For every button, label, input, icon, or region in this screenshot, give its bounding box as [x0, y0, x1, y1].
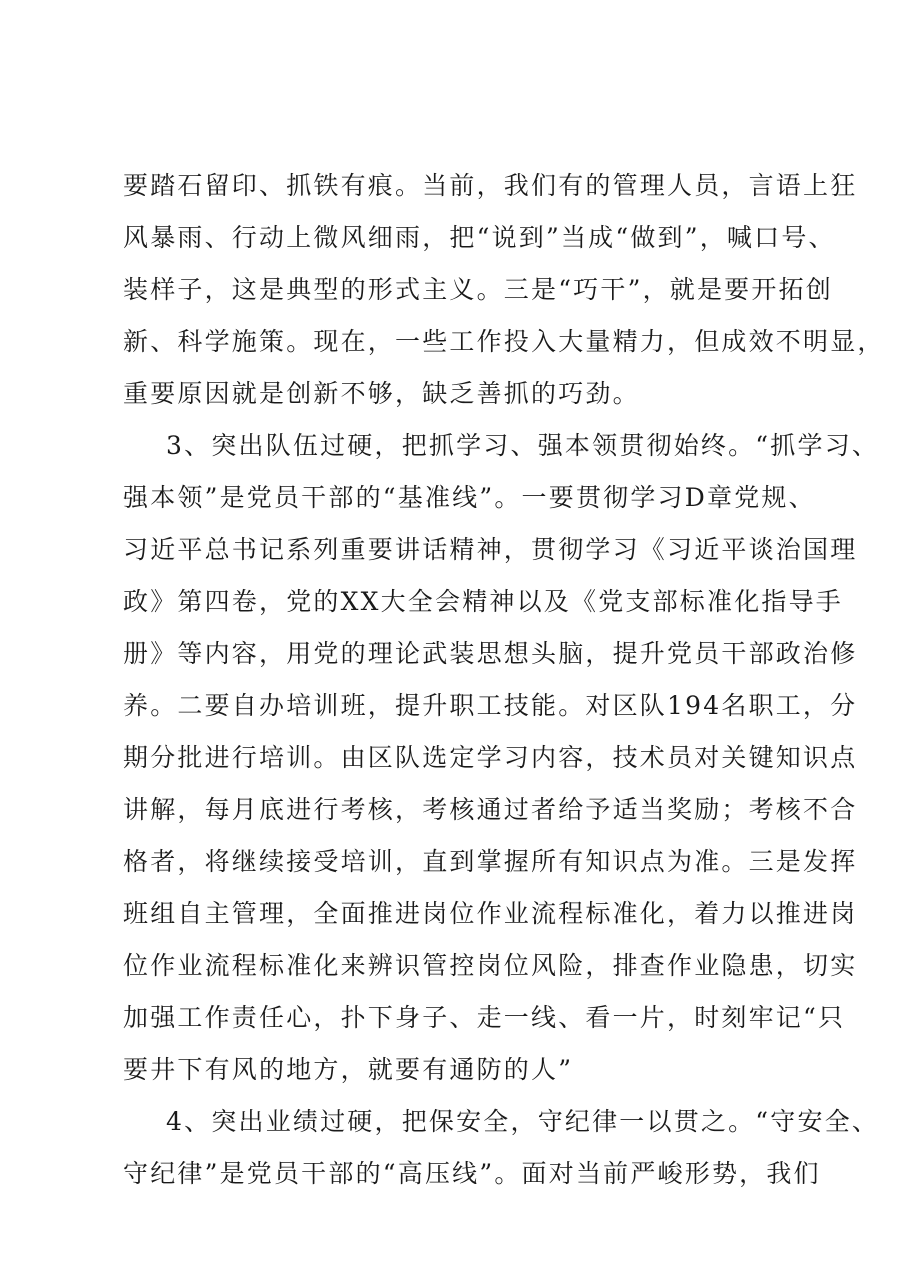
- text-line: 讲解，每月底进行考核，考核通过者给予适当奖励；考核不合: [123, 795, 858, 824]
- text-line: 4、突出业绩过硬，把保安全，守纪律一以贯之。“守安全、: [166, 1107, 880, 1136]
- text-line: 政》第四卷，党的XX大全会精神以及《党支部标准化指导手: [123, 587, 843, 616]
- text-line: 期分批进行培训。由区队选定学习内容，技术员对关键知识点: [123, 743, 858, 772]
- text-line: 要井下有风的地方，就要有通防的人”: [123, 1055, 574, 1084]
- text-line: 强本领”是党员干部的“基准线”。一要贯彻学习D章党规、: [123, 483, 816, 512]
- text-line: 要踏石留印、抓铁有痕。当前，我们有的管理人员，言语上狂: [123, 171, 858, 200]
- text-line: 风暴雨、行动上微风细雨，把“说到”当成“做到”，喊口号、: [123, 223, 836, 252]
- text-line: 重要原因就是创新不够，缺乏善抓的巧劲。: [123, 379, 640, 408]
- text-line: 守纪律”是党员干部的“高压线”。面对当前严峻形势，我们: [123, 1159, 821, 1188]
- text-line: 格者，将继续接受培训，直到掌握所有知识点为准。三是发挥: [123, 847, 858, 876]
- text-line: 班组自主管理，全面推进岗位作业流程标准化，着力以推进岗: [123, 899, 858, 928]
- text-line: 加强工作责任心，扑下身子、走一线、看一片，时刻牢记“只: [123, 1003, 846, 1032]
- text-line: 3、突出队伍过硬，把抓学习、强本领贯彻始终。“抓学习、: [166, 431, 880, 460]
- text-line: 习近平总书记系列重要讲话精神，贯彻学习《习近平谈治国理: [123, 535, 858, 564]
- text-line: 册》等内容，用党的理论武装思想头脑，提升党员干部政治修: [123, 639, 858, 668]
- text-line: 装样子，这是典型的形式主义。三是“巧干”，就是要开拓创: [123, 275, 833, 304]
- text-line: 位作业流程标准化来辨识管控岗位风险，排查作业隐患，切实: [123, 951, 858, 980]
- text-line: 新、科学施策。现在，一些工作投入大量精力，但成效不明显，: [123, 327, 885, 356]
- text-line: 养。二要自办培训班，提升职工技能。对区队194名职工，分: [123, 691, 858, 720]
